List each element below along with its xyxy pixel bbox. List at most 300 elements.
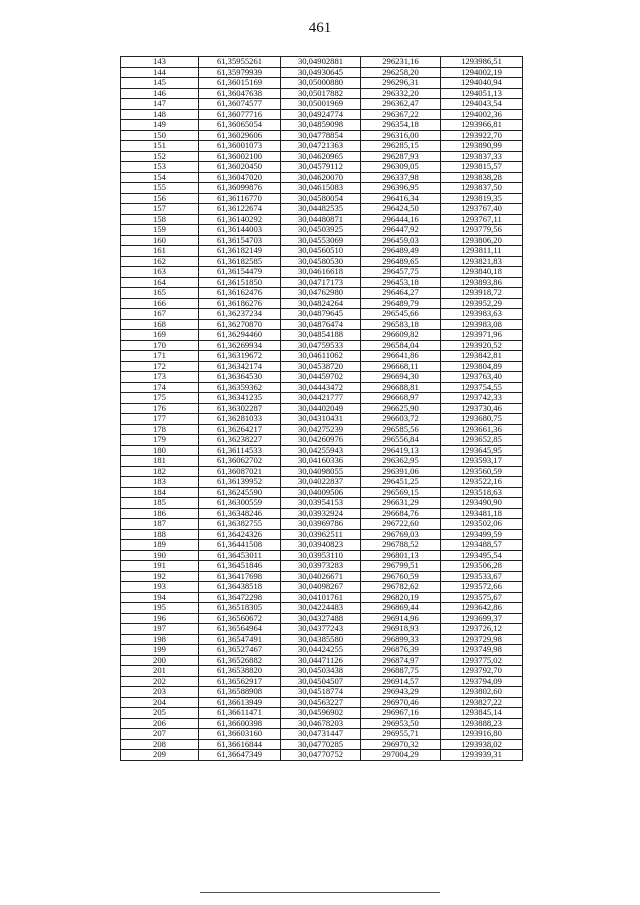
longitude-cell: 30,04560510 bbox=[281, 246, 361, 257]
table-row bbox=[121, 750, 523, 761]
x-coordinate-cell: 296391,06 bbox=[361, 466, 441, 477]
latitude-cell: 61,36237234 bbox=[199, 309, 281, 320]
latitude-cell: 61,36015169 bbox=[199, 78, 281, 89]
longitude-cell: 30,04854188 bbox=[281, 330, 361, 341]
latitude-cell: 61,36099876 bbox=[199, 183, 281, 194]
longitude-cell: 30,04553069 bbox=[281, 235, 361, 246]
table-row bbox=[121, 624, 523, 635]
longitude-cell: 30,04879645 bbox=[281, 309, 361, 320]
longitude-cell: 30,04563227 bbox=[281, 697, 361, 708]
x-coordinate-cell: 296489,79 bbox=[361, 298, 441, 309]
latitude-cell: 61,36600398 bbox=[199, 718, 281, 729]
table-row bbox=[121, 687, 523, 698]
point-number-cell: 206 bbox=[121, 718, 199, 729]
table-row bbox=[121, 351, 523, 362]
table-row bbox=[121, 498, 523, 509]
x-coordinate-cell: 296876,39 bbox=[361, 645, 441, 656]
y-coordinate-cell: 1293827,22 bbox=[441, 697, 523, 708]
x-coordinate-cell: 296584,04 bbox=[361, 340, 441, 351]
y-coordinate-cell: 1293645,95 bbox=[441, 445, 523, 456]
latitude-cell: 61,36342174 bbox=[199, 361, 281, 372]
latitude-cell: 61,36526882 bbox=[199, 655, 281, 666]
latitude-cell: 61,36074577 bbox=[199, 99, 281, 110]
longitude-cell: 30,04924774 bbox=[281, 109, 361, 120]
y-coordinate-cell: 1293661,36 bbox=[441, 424, 523, 435]
table-row bbox=[121, 372, 523, 383]
y-coordinate-cell: 1293726,12 bbox=[441, 624, 523, 635]
point-number-cell: 160 bbox=[121, 235, 199, 246]
y-coordinate-cell: 1293922,70 bbox=[441, 130, 523, 141]
table-row bbox=[121, 592, 523, 603]
x-coordinate-cell: 296464,27 bbox=[361, 288, 441, 299]
point-number-cell: 182 bbox=[121, 466, 199, 477]
table-row bbox=[121, 99, 523, 110]
latitude-cell: 61,36281033 bbox=[199, 414, 281, 425]
x-coordinate-cell: 296914,96 bbox=[361, 613, 441, 624]
point-number-cell: 207 bbox=[121, 729, 199, 740]
point-number-cell: 204 bbox=[121, 697, 199, 708]
x-coordinate-cell: 296556,84 bbox=[361, 435, 441, 446]
x-coordinate-cell: 296918,93 bbox=[361, 624, 441, 635]
y-coordinate-cell: 1293490,90 bbox=[441, 498, 523, 509]
latitude-cell: 61,36453011 bbox=[199, 550, 281, 561]
x-coordinate-cell: 296444,16 bbox=[361, 214, 441, 225]
point-number-cell: 179 bbox=[121, 435, 199, 446]
longitude-cell: 30,04518774 bbox=[281, 687, 361, 698]
latitude-cell: 61,36186276 bbox=[199, 298, 281, 309]
longitude-cell: 30,04824264 bbox=[281, 298, 361, 309]
longitude-cell: 30,04480871 bbox=[281, 214, 361, 225]
longitude-cell: 30,04009506 bbox=[281, 487, 361, 498]
x-coordinate-cell: 296801,13 bbox=[361, 550, 441, 561]
table-row bbox=[121, 414, 523, 425]
table-row bbox=[121, 109, 523, 120]
latitude-cell: 61,36603160 bbox=[199, 729, 281, 740]
y-coordinate-cell: 1293794,09 bbox=[441, 676, 523, 687]
x-coordinate-cell: 296887,75 bbox=[361, 666, 441, 677]
latitude-cell: 61,35979939 bbox=[199, 67, 281, 78]
y-coordinate-cell: 1293966,81 bbox=[441, 120, 523, 131]
latitude-cell: 61,36302287 bbox=[199, 403, 281, 414]
y-coordinate-cell: 1293821,83 bbox=[441, 256, 523, 267]
longitude-cell: 30,05000880 bbox=[281, 78, 361, 89]
table-row bbox=[121, 571, 523, 582]
point-number-cell: 177 bbox=[121, 414, 199, 425]
longitude-cell: 30,04101761 bbox=[281, 592, 361, 603]
x-coordinate-cell: 296309,05 bbox=[361, 162, 441, 173]
y-coordinate-cell: 1293730,46 bbox=[441, 403, 523, 414]
latitude-cell: 61,36238227 bbox=[199, 435, 281, 446]
point-number-cell: 178 bbox=[121, 424, 199, 435]
table-row bbox=[121, 393, 523, 404]
latitude-cell: 61,36441508 bbox=[199, 540, 281, 551]
point-number-cell: 147 bbox=[121, 99, 199, 110]
x-coordinate-cell: 296367,22 bbox=[361, 109, 441, 120]
table-row bbox=[121, 445, 523, 456]
table-row bbox=[121, 67, 523, 78]
latitude-cell: 61,36144003 bbox=[199, 225, 281, 236]
latitude-cell: 61,36647349 bbox=[199, 750, 281, 761]
point-number-cell: 171 bbox=[121, 351, 199, 362]
longitude-cell: 30,03932924 bbox=[281, 508, 361, 519]
longitude-cell: 30,04482535 bbox=[281, 204, 361, 215]
y-coordinate-cell: 1293983,08 bbox=[441, 319, 523, 330]
table-row bbox=[121, 204, 523, 215]
longitude-cell: 30,04620965 bbox=[281, 151, 361, 162]
x-coordinate-cell: 296603,72 bbox=[361, 414, 441, 425]
latitude-cell: 61,36065054 bbox=[199, 120, 281, 131]
x-coordinate-cell: 296631,29 bbox=[361, 498, 441, 509]
table-row bbox=[121, 340, 523, 351]
x-coordinate-cell: 296569,15 bbox=[361, 487, 441, 498]
x-coordinate-cell: 296424,50 bbox=[361, 204, 441, 215]
footer-divider bbox=[200, 892, 440, 893]
longitude-cell: 30,03953110 bbox=[281, 550, 361, 561]
y-coordinate-cell: 1293680,75 bbox=[441, 414, 523, 425]
longitude-cell: 30,04459702 bbox=[281, 372, 361, 383]
latitude-cell: 61,36364530 bbox=[199, 372, 281, 383]
longitude-cell: 30,04098055 bbox=[281, 466, 361, 477]
table-row bbox=[121, 561, 523, 572]
longitude-cell: 30,04759533 bbox=[281, 340, 361, 351]
point-number-cell: 152 bbox=[121, 151, 199, 162]
x-coordinate-cell: 296585,56 bbox=[361, 424, 441, 435]
y-coordinate-cell: 1293506,28 bbox=[441, 561, 523, 572]
table-row bbox=[121, 466, 523, 477]
x-coordinate-cell: 296684,76 bbox=[361, 508, 441, 519]
table-row bbox=[121, 739, 523, 750]
latitude-cell: 61,36451846 bbox=[199, 561, 281, 572]
x-coordinate-cell: 296953,50 bbox=[361, 718, 441, 729]
latitude-cell: 61,36122674 bbox=[199, 204, 281, 215]
longitude-cell: 30,04503438 bbox=[281, 666, 361, 677]
x-coordinate-cell: 296899,33 bbox=[361, 634, 441, 645]
y-coordinate-cell: 1293916,80 bbox=[441, 729, 523, 740]
longitude-cell: 30,04615083 bbox=[281, 183, 361, 194]
table-row bbox=[121, 697, 523, 708]
point-number-cell: 155 bbox=[121, 183, 199, 194]
y-coordinate-cell: 1293806,20 bbox=[441, 235, 523, 246]
table-row bbox=[121, 225, 523, 236]
latitude-cell: 61,36319672 bbox=[199, 351, 281, 362]
point-number-cell: 191 bbox=[121, 561, 199, 572]
y-coordinate-cell: 1293522,16 bbox=[441, 477, 523, 488]
table-row bbox=[121, 256, 523, 267]
longitude-cell: 30,04579112 bbox=[281, 162, 361, 173]
table-row bbox=[121, 655, 523, 666]
point-number-cell: 202 bbox=[121, 676, 199, 687]
table-row bbox=[121, 529, 523, 540]
latitude-cell: 61,36564964 bbox=[199, 624, 281, 635]
latitude-cell: 61,36062702 bbox=[199, 456, 281, 467]
latitude-cell: 61,36269934 bbox=[199, 340, 281, 351]
point-number-cell: 169 bbox=[121, 330, 199, 341]
point-number-cell: 199 bbox=[121, 645, 199, 656]
y-coordinate-cell: 1293767,11 bbox=[441, 214, 523, 225]
x-coordinate-cell: 296354,18 bbox=[361, 120, 441, 131]
y-coordinate-cell: 1293893,86 bbox=[441, 277, 523, 288]
y-coordinate-cell: 1293838,28 bbox=[441, 172, 523, 183]
table-row bbox=[121, 456, 523, 467]
latitude-cell: 61,36047638 bbox=[199, 88, 281, 99]
latitude-cell: 61,36087021 bbox=[199, 466, 281, 477]
y-coordinate-cell: 1294002,36 bbox=[441, 109, 523, 120]
point-number-cell: 187 bbox=[121, 519, 199, 530]
longitude-cell: 30,04022837 bbox=[281, 477, 361, 488]
x-coordinate-cell: 296396,95 bbox=[361, 183, 441, 194]
y-coordinate-cell: 1293763,40 bbox=[441, 372, 523, 383]
longitude-cell: 30,04770285 bbox=[281, 739, 361, 750]
table-row bbox=[121, 487, 523, 498]
table-row bbox=[121, 319, 523, 330]
point-number-cell: 194 bbox=[121, 592, 199, 603]
y-coordinate-cell: 1293499,59 bbox=[441, 529, 523, 540]
y-coordinate-cell: 1293983,63 bbox=[441, 309, 523, 320]
longitude-cell: 30,04402049 bbox=[281, 403, 361, 414]
x-coordinate-cell: 296799,51 bbox=[361, 561, 441, 572]
y-coordinate-cell: 1293952,29 bbox=[441, 298, 523, 309]
point-number-cell: 163 bbox=[121, 267, 199, 278]
point-number-cell: 165 bbox=[121, 288, 199, 299]
point-number-cell: 144 bbox=[121, 67, 199, 78]
longitude-cell: 30,04260976 bbox=[281, 435, 361, 446]
point-number-cell: 195 bbox=[121, 603, 199, 614]
table-row bbox=[121, 666, 523, 677]
table-row bbox=[121, 141, 523, 152]
table-row bbox=[121, 634, 523, 645]
point-number-cell: 181 bbox=[121, 456, 199, 467]
table-row bbox=[121, 550, 523, 561]
longitude-cell: 30,04902881 bbox=[281, 57, 361, 68]
x-coordinate-cell: 296231,16 bbox=[361, 57, 441, 68]
point-number-cell: 188 bbox=[121, 529, 199, 540]
x-coordinate-cell: 296258,20 bbox=[361, 67, 441, 78]
latitude-cell: 61,36020450 bbox=[199, 162, 281, 173]
latitude-cell: 61,35955261 bbox=[199, 57, 281, 68]
latitude-cell: 61,36616844 bbox=[199, 739, 281, 750]
x-coordinate-cell: 296609,82 bbox=[361, 330, 441, 341]
longitude-cell: 30,04876474 bbox=[281, 319, 361, 330]
longitude-cell: 30,04503925 bbox=[281, 225, 361, 236]
latitude-cell: 61,36611471 bbox=[199, 708, 281, 719]
longitude-cell: 30,04596902 bbox=[281, 708, 361, 719]
point-number-cell: 198 bbox=[121, 634, 199, 645]
longitude-cell: 30,04421777 bbox=[281, 393, 361, 404]
x-coordinate-cell: 296694,30 bbox=[361, 372, 441, 383]
table-row bbox=[121, 603, 523, 614]
latitude-cell: 61,36002100 bbox=[199, 151, 281, 162]
page-number: 461 bbox=[308, 20, 332, 36]
x-coordinate-cell: 296625,90 bbox=[361, 403, 441, 414]
point-number-cell: 185 bbox=[121, 498, 199, 509]
y-coordinate-cell: 1293888,23 bbox=[441, 718, 523, 729]
x-coordinate-cell: 296769,03 bbox=[361, 529, 441, 540]
table-row bbox=[121, 162, 523, 173]
y-coordinate-cell: 1293804,89 bbox=[441, 361, 523, 372]
latitude-cell: 61,36182149 bbox=[199, 246, 281, 257]
x-coordinate-cell: 296943,29 bbox=[361, 687, 441, 698]
longitude-cell: 30,04377243 bbox=[281, 624, 361, 635]
y-coordinate-cell: 1293845,14 bbox=[441, 708, 523, 719]
y-coordinate-cell: 1293767,40 bbox=[441, 204, 523, 215]
latitude-cell: 61,36162476 bbox=[199, 288, 281, 299]
table-row bbox=[121, 330, 523, 341]
table-row bbox=[121, 435, 523, 446]
longitude-cell: 30,04778854 bbox=[281, 130, 361, 141]
longitude-cell: 30,04275239 bbox=[281, 424, 361, 435]
longitude-cell: 30,04443472 bbox=[281, 382, 361, 393]
point-number-cell: 156 bbox=[121, 193, 199, 204]
table-row bbox=[121, 298, 523, 309]
y-coordinate-cell: 1294040,94 bbox=[441, 78, 523, 89]
y-coordinate-cell: 1293779,56 bbox=[441, 225, 523, 236]
coordinates-table bbox=[120, 56, 523, 761]
point-number-cell: 186 bbox=[121, 508, 199, 519]
point-number-cell: 180 bbox=[121, 445, 199, 456]
point-number-cell: 173 bbox=[121, 372, 199, 383]
point-number-cell: 166 bbox=[121, 298, 199, 309]
longitude-cell: 30,03969786 bbox=[281, 519, 361, 530]
x-coordinate-cell: 297004,29 bbox=[361, 750, 441, 761]
table-row bbox=[121, 403, 523, 414]
longitude-cell: 30,04026671 bbox=[281, 571, 361, 582]
longitude-cell: 30,04762980 bbox=[281, 288, 361, 299]
point-number-cell: 150 bbox=[121, 130, 199, 141]
latitude-cell: 61,36077716 bbox=[199, 109, 281, 120]
point-number-cell: 193 bbox=[121, 582, 199, 593]
longitude-cell: 30,04678203 bbox=[281, 718, 361, 729]
point-number-cell: 200 bbox=[121, 655, 199, 666]
x-coordinate-cell: 296285,15 bbox=[361, 141, 441, 152]
point-number-cell: 174 bbox=[121, 382, 199, 393]
x-coordinate-cell: 296337,98 bbox=[361, 172, 441, 183]
x-coordinate-cell: 296287,93 bbox=[361, 151, 441, 162]
point-number-cell: 154 bbox=[121, 172, 199, 183]
latitude-cell: 61,36538820 bbox=[199, 666, 281, 677]
x-coordinate-cell: 296760,59 bbox=[361, 571, 441, 582]
table-row bbox=[121, 130, 523, 141]
y-coordinate-cell: 1293842,81 bbox=[441, 351, 523, 362]
latitude-cell: 61,36029606 bbox=[199, 130, 281, 141]
point-number-cell: 190 bbox=[121, 550, 199, 561]
y-coordinate-cell: 1293890,99 bbox=[441, 141, 523, 152]
y-coordinate-cell: 1293502,06 bbox=[441, 519, 523, 530]
y-coordinate-cell: 1293837,33 bbox=[441, 151, 523, 162]
x-coordinate-cell: 296489,65 bbox=[361, 256, 441, 267]
longitude-cell: 30,04611062 bbox=[281, 351, 361, 362]
latitude-cell: 61,36001073 bbox=[199, 141, 281, 152]
x-coordinate-cell: 296722,60 bbox=[361, 519, 441, 530]
point-number-cell: 209 bbox=[121, 750, 199, 761]
y-coordinate-cell: 1293939,31 bbox=[441, 750, 523, 761]
point-number-cell: 143 bbox=[121, 57, 199, 68]
latitude-cell: 61,36359362 bbox=[199, 382, 281, 393]
x-coordinate-cell: 296788,52 bbox=[361, 540, 441, 551]
x-coordinate-cell: 296874,97 bbox=[361, 655, 441, 666]
latitude-cell: 61,36348246 bbox=[199, 508, 281, 519]
y-coordinate-cell: 1293699,37 bbox=[441, 613, 523, 624]
point-number-cell: 205 bbox=[121, 708, 199, 719]
y-coordinate-cell: 1293481,18 bbox=[441, 508, 523, 519]
x-coordinate-cell: 296362,95 bbox=[361, 456, 441, 467]
longitude-cell: 30,05001969 bbox=[281, 99, 361, 110]
y-coordinate-cell: 1293742,33 bbox=[441, 393, 523, 404]
longitude-cell: 30,04580054 bbox=[281, 193, 361, 204]
table-row bbox=[121, 214, 523, 225]
longitude-cell: 30,04255943 bbox=[281, 445, 361, 456]
point-number-cell: 158 bbox=[121, 214, 199, 225]
x-coordinate-cell: 296459,03 bbox=[361, 235, 441, 246]
x-coordinate-cell: 296967,16 bbox=[361, 708, 441, 719]
latitude-cell: 61,36417698 bbox=[199, 571, 281, 582]
longitude-cell: 30,05017882 bbox=[281, 88, 361, 99]
point-number-cell: 159 bbox=[121, 225, 199, 236]
x-coordinate-cell: 296970,32 bbox=[361, 739, 441, 750]
point-number-cell: 157 bbox=[121, 204, 199, 215]
point-number-cell: 197 bbox=[121, 624, 199, 635]
table-row bbox=[121, 718, 523, 729]
y-coordinate-cell: 1293918,72 bbox=[441, 288, 523, 299]
table-row bbox=[121, 645, 523, 656]
y-coordinate-cell: 1293837,50 bbox=[441, 183, 523, 194]
y-coordinate-cell: 1293495,54 bbox=[441, 550, 523, 561]
y-coordinate-cell: 1294051,13 bbox=[441, 88, 523, 99]
point-number-cell: 203 bbox=[121, 687, 199, 698]
longitude-cell: 30,04770752 bbox=[281, 750, 361, 761]
x-coordinate-cell: 296362,47 bbox=[361, 99, 441, 110]
y-coordinate-cell: 1293729,98 bbox=[441, 634, 523, 645]
x-coordinate-cell: 296332,20 bbox=[361, 88, 441, 99]
latitude-cell: 61,36154703 bbox=[199, 235, 281, 246]
x-coordinate-cell: 296955,71 bbox=[361, 729, 441, 740]
y-coordinate-cell: 1293775,02 bbox=[441, 655, 523, 666]
longitude-cell: 30,04385580 bbox=[281, 634, 361, 645]
y-coordinate-cell: 1293642,86 bbox=[441, 603, 523, 614]
longitude-cell: 30,04731447 bbox=[281, 729, 361, 740]
y-coordinate-cell: 1293938,02 bbox=[441, 739, 523, 750]
x-coordinate-cell: 296583,18 bbox=[361, 319, 441, 330]
table-row bbox=[121, 676, 523, 687]
y-coordinate-cell: 1293792,70 bbox=[441, 666, 523, 677]
x-coordinate-cell: 296447,92 bbox=[361, 225, 441, 236]
point-number-cell: 208 bbox=[121, 739, 199, 750]
latitude-cell: 61,36562917 bbox=[199, 676, 281, 687]
x-coordinate-cell: 296453,18 bbox=[361, 277, 441, 288]
table-row bbox=[121, 151, 523, 162]
point-number-cell: 170 bbox=[121, 340, 199, 351]
table-row bbox=[121, 708, 523, 719]
table-row bbox=[121, 540, 523, 551]
longitude-cell: 30,04930645 bbox=[281, 67, 361, 78]
y-coordinate-cell: 1293488,57 bbox=[441, 540, 523, 551]
latitude-cell: 61,36588908 bbox=[199, 687, 281, 698]
latitude-cell: 61,36151850 bbox=[199, 277, 281, 288]
y-coordinate-cell: 1293652,85 bbox=[441, 435, 523, 446]
y-coordinate-cell: 1293533,67 bbox=[441, 571, 523, 582]
x-coordinate-cell: 296914,57 bbox=[361, 676, 441, 687]
y-coordinate-cell: 1293986,51 bbox=[441, 57, 523, 68]
table-row bbox=[121, 277, 523, 288]
longitude-cell: 30,04538720 bbox=[281, 361, 361, 372]
longitude-cell: 30,04310431 bbox=[281, 414, 361, 425]
table-row bbox=[121, 582, 523, 593]
point-number-cell: 196 bbox=[121, 613, 199, 624]
point-number-cell: 189 bbox=[121, 540, 199, 551]
longitude-cell: 30,03962511 bbox=[281, 529, 361, 540]
latitude-cell: 61,36245590 bbox=[199, 487, 281, 498]
point-number-cell: 161 bbox=[121, 246, 199, 257]
longitude-cell: 30,04327488 bbox=[281, 613, 361, 624]
